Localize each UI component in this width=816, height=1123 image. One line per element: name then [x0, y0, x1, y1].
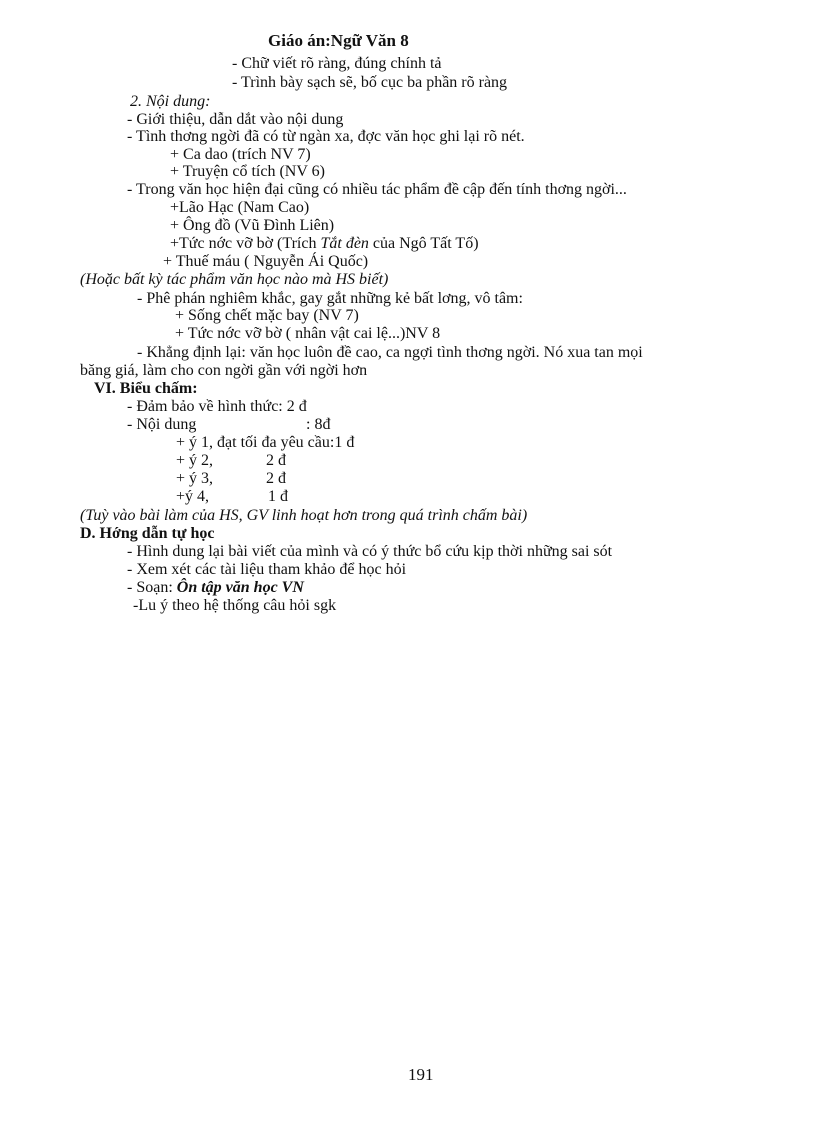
content-heading: 2. Nội dung: [130, 93, 211, 110]
content-love: - Tình thơng ngời đã có từ ngàn xa, đợc văn học ghi lại rõ nét. [127, 128, 525, 145]
grading-y4-label: +ý 4, [176, 488, 210, 505]
self-study-line-2: - Xem xét các tài liệu tham khảo để học hỏi [127, 561, 407, 578]
content-modern: - Trong văn học hiện đại cũng có nhiều tác phẩm đề cập đến tính thơng ngời... [127, 181, 627, 198]
on-tap-title: Ôn tập văn học VN [176, 579, 304, 596]
content-tuc-nuoc [170, 235, 479, 253]
content-affirm-2: băng giá, làm cho con ngời gần với ngời hơn [80, 362, 368, 379]
grading-y3-label: + ý 3, [176, 470, 214, 487]
grading-y4-points: 1 đ [268, 488, 288, 505]
content-criticize: - Phê phán nghiêm khắc, gay gắt những kẻ bất lơng, vô tâm: [137, 290, 523, 307]
soan-prefix: - Soạn: [127, 579, 177, 596]
content-tuc-nuoc-2: + Tức nớc vỡ bờ ( nhân vật cai lệ...)NV 8 [175, 325, 441, 342]
content-ca-dao: + Ca dao (trích NV 7) [170, 146, 311, 163]
self-study-heading: D. Hớng dẫn tự học [80, 525, 215, 542]
requirement-line-1: - Chữ viết rõ ràng, đúng chính tả [232, 55, 442, 72]
content-truyen: + Truyện cổ tích (NV 6) [170, 163, 325, 180]
self-study-line-1: - Hình dung lại bài viết của mình và có ý thức bổ cứu kịp thời những sai sót [127, 543, 613, 560]
tuc-nuoc-suffix: của Ngô Tất Tố) [368, 235, 479, 252]
grading-y1: + ý 1, đạt tối đa yêu cầu:1 đ [176, 434, 355, 451]
content-thue-mau: + Thuế máu ( Nguyễn Ái Quốc) [163, 253, 369, 270]
tat-den-title: Tắt đèn [320, 235, 369, 252]
self-study-line-3 [127, 579, 304, 597]
grading-heading: VI. Biểu chấm: [94, 380, 198, 397]
content-song-chet: + Sống chết mặc bay (NV 7) [175, 307, 359, 324]
content-or-note: (Hoặc bất kỳ tác phẩm văn học nào mà HS biết) [80, 271, 389, 288]
grading-form: - Đảm bảo về hình thức: 2 đ [127, 398, 307, 415]
grading-y2-points: 2 đ [266, 452, 286, 469]
grading-y2-label: + ý 2, [176, 452, 214, 469]
self-study-line-4: -Lu ý theo hệ thống câu hỏi sgk [133, 597, 337, 614]
grading-note: (Tuỳ vào bài làm của HS, GV linh hoạt hơn trong quá trình chấm bài) [80, 507, 528, 524]
grading-content-points: : 8đ [306, 416, 331, 433]
grading-y3-points: 2 đ [266, 470, 286, 487]
page-number: 191 [408, 1065, 434, 1084]
content-affirm-1: - Khẳng định lại: văn học luôn đề cao, ca ngợi tình thơng ngời. Nó xua tan mọi [137, 344, 643, 361]
tuc-nuoc-prefix: +Tức nớc vỡ bờ (Trích [170, 235, 321, 252]
content-lao-hac: +Lão Hạc (Nam Cao) [170, 199, 310, 216]
grading-content-label: - Nội dung [127, 416, 197, 433]
content-ong-do: + Ông đồ (Vũ Đình Liên) [170, 217, 335, 234]
page-title: Giáo án:Ngữ Văn 8 [268, 31, 409, 50]
requirement-line-2: - Trình bày sạch sẽ, bố cục ba phần rõ ràng [232, 74, 508, 91]
content-intro: - Giới thiệu, dẫn dắt vào nội dung [127, 111, 344, 128]
